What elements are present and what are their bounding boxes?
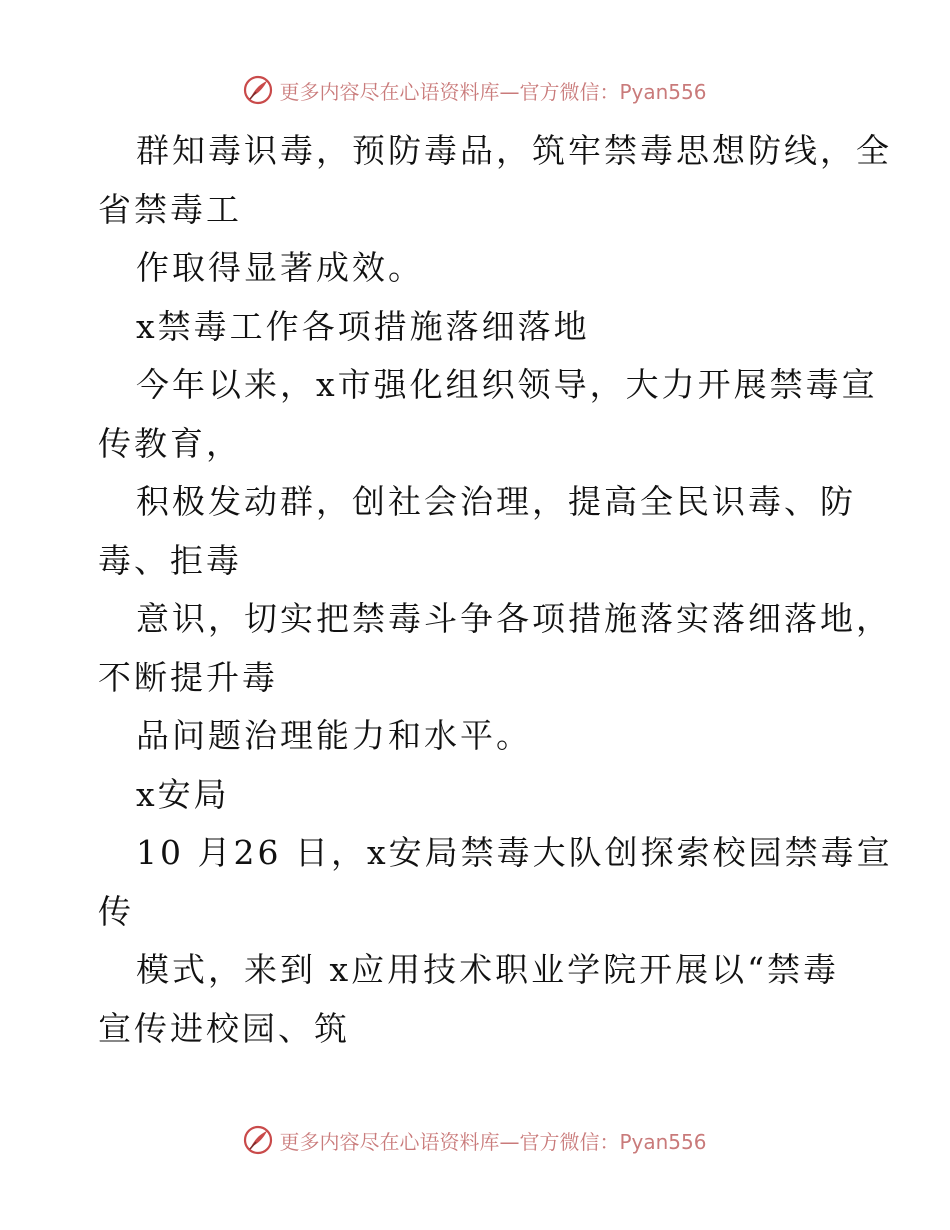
section-heading: x安局 [136, 774, 230, 814]
text-line: 作取得显著成效。 [136, 248, 424, 287]
text-line: 省禁毒工 [98, 189, 242, 229]
text-line: 意识，切实把禁毒斗争各项措施落实落细落地， [136, 599, 892, 638]
text-line: 传 [98, 891, 134, 931]
text-line: 宣传进校园、筑 [98, 1008, 350, 1048]
text-line: 10 月26 日，x安局禁毒大队创探索校园禁毒宣 [136, 833, 893, 872]
text-line: 群知毒识毒，预防毒品，筑牢禁毒思想防线，全 [136, 131, 892, 170]
watermark-text: 更多内容尽在心语资料库—官方微信：Pyan556 [279, 79, 707, 104]
header-watermark [0, 73, 950, 107]
text-line: 积极发动群，创社会治理，提高全民识毒、防 [136, 482, 856, 521]
document-body [98, 122, 898, 1058]
text-line: 今年以来，x市强化组织领导，大力开展禁毒宣 [136, 365, 878, 404]
watermark-text: 更多内容尽在心语资料库—官方微信：Pyan556 [279, 1129, 707, 1154]
section-heading: x禁毒工作各项措施落细落地 [136, 306, 590, 346]
text-line: 传教育， [98, 423, 242, 463]
footer-watermark [0, 1123, 950, 1157]
text-line: 毒、拒毒 [98, 540, 242, 580]
text-line: 不断提升毒 [98, 657, 278, 697]
text-line: 品问题治理能力和水平。 [136, 716, 532, 755]
quill-logo-icon [243, 1125, 273, 1155]
quill-logo-icon [243, 75, 273, 105]
text-line: 模式，来到 x应用技术职业学院开展以“禁毒 [136, 950, 839, 989]
